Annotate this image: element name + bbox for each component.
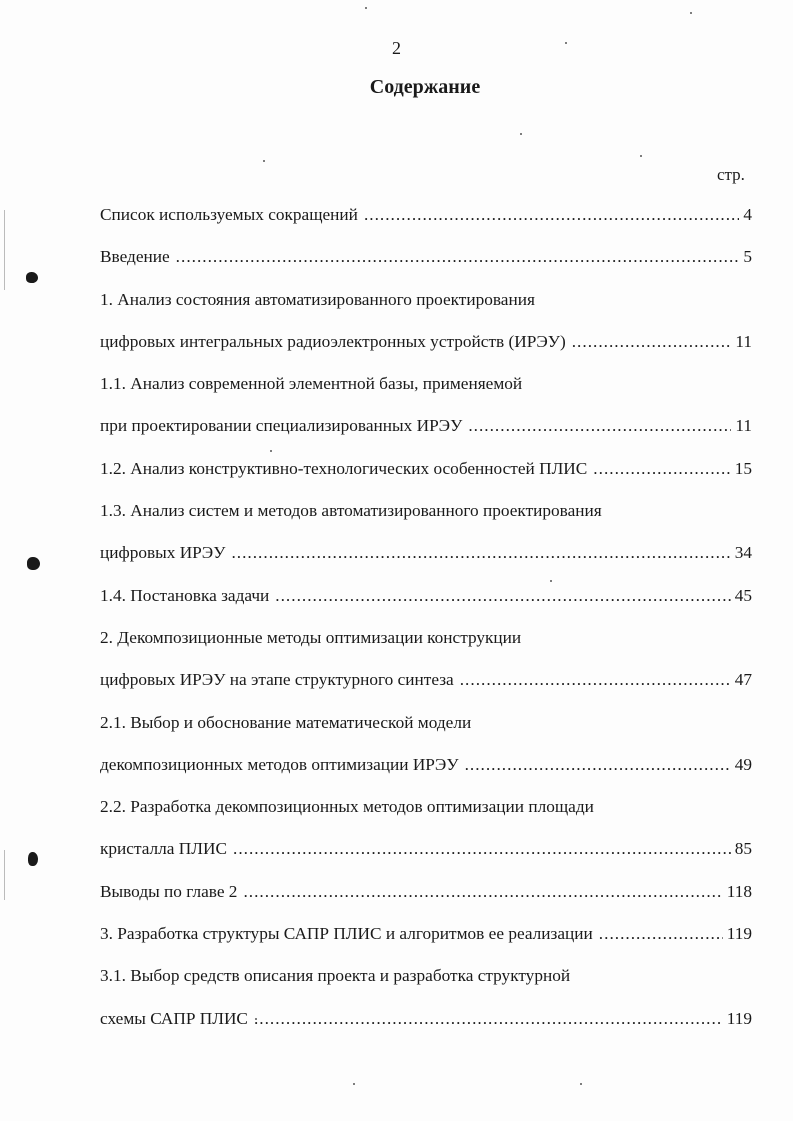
leader-dots	[468, 416, 731, 436]
toc-entry	[100, 332, 752, 374]
toc-entry-page: 5	[743, 247, 752, 267]
toc-entry-text: 1.3. Анализ систем и методов автоматизированного проектирования	[100, 501, 602, 521]
scan-edge	[4, 850, 5, 900]
toc-entry	[100, 628, 752, 670]
scan-edge	[4, 210, 5, 290]
toc-entry-text: 2. Декомпозиционные методы оптимизации конструкции	[100, 627, 522, 647]
page-column-label: стр.	[717, 165, 745, 184]
toc-entry	[100, 459, 752, 501]
leader-dots	[231, 543, 730, 563]
toc-entry-text: при проектировании специализированных ИРЭУ	[100, 416, 463, 436]
toc-entry-text: Список используемых сокращений	[100, 205, 358, 224]
toc-entry-page: 45	[734, 585, 752, 605]
toc-entry	[100, 247, 752, 289]
toc-entry-page: 119	[726, 1008, 752, 1028]
toc-entry	[100, 543, 752, 585]
toc-entry	[100, 839, 752, 881]
leader-dots	[572, 332, 732, 352]
scan-speck	[365, 7, 367, 9]
toc-entry	[100, 1009, 752, 1051]
toc-entry-page: 34	[734, 543, 752, 563]
toc-entry-text: декомпозиционных методов оптимизации ИРЭУ	[100, 754, 459, 774]
leader-dots	[176, 247, 740, 267]
scan-speck	[550, 580, 552, 582]
scan-speck	[270, 450, 272, 452]
toc-entry-text: Введение	[100, 247, 170, 267]
toc-entry	[100, 586, 752, 628]
scan-blot	[26, 272, 38, 283]
toc-entry-text: 2.2. Разработка декомпозиционных методов оптимизации площади	[100, 797, 594, 817]
toc-entry-page: 85	[734, 839, 752, 859]
toc-entry-text: кристалла ПЛИС	[100, 839, 227, 859]
toc-entry	[100, 797, 752, 839]
toc-entry-text: 1.1. Анализ современной элементной базы, применяемой	[100, 374, 523, 394]
toc-entry	[100, 966, 752, 1008]
toc-entry-text: Выводы по главе 2	[100, 881, 238, 901]
toc-entry	[100, 755, 752, 797]
table-of-contents	[100, 205, 752, 1051]
leader-dots	[364, 205, 739, 225]
scan-speck	[520, 133, 522, 135]
toc-entry-text: 1.2. Анализ конструктивно-технологических особенностей ПЛИС	[100, 458, 588, 478]
toc-entry-text: цифровых ИРЭУ	[100, 543, 226, 563]
leader-dots	[465, 755, 731, 775]
leader-dots	[254, 1009, 723, 1029]
toc-entry-text: цифровых интегральных радиоэлектронных устройств (ИРЭУ)	[100, 331, 566, 351]
toc-entry-text: 2.1. Выбор и обоснование математической модели	[100, 712, 472, 732]
toc-entry	[100, 374, 752, 416]
toc-entry	[100, 501, 752, 543]
leader-dots	[460, 670, 731, 690]
toc-entry	[100, 713, 752, 755]
leader-dots	[275, 586, 730, 606]
toc-entry	[100, 290, 752, 332]
toc-entry-text: цифровых ИРЭУ на этапе структурного синтеза	[100, 670, 454, 690]
toc-entry	[100, 670, 752, 712]
leader-dots	[243, 882, 722, 902]
scan-blot	[27, 557, 40, 570]
toc-entry-text: 3.1. Выбор средств описания проекта и разработка структурной	[100, 966, 571, 986]
page-title: Содержание	[369, 76, 481, 98]
toc-entry-text: 1. Анализ состояния автоматизированного проектирования	[100, 289, 535, 309]
toc-entry-page: 11	[735, 416, 752, 436]
toc-entry-text: 1.4. Постановка задачи	[100, 585, 270, 605]
toc-entry-page: 49	[734, 754, 752, 774]
leader-dots	[233, 839, 731, 859]
scan-speck	[255, 1018, 257, 1020]
toc-entry-text: 3. Разработка структуры САПР ПЛИС и алгоритмов ее реализации	[100, 924, 593, 944]
toc-entry-page: 4	[743, 205, 752, 224]
toc-entry	[100, 416, 752, 458]
page-number: 2	[392, 38, 401, 58]
scan-blot	[28, 852, 38, 866]
leader-dots	[593, 459, 730, 479]
toc-entry-text: схемы САПР ПЛИС	[100, 1008, 248, 1028]
scan-speck	[690, 12, 692, 14]
scan-speck	[640, 155, 642, 157]
toc-entry	[100, 205, 752, 247]
leader-dots	[599, 924, 723, 944]
toc-entry-page: 118	[726, 881, 752, 901]
toc-entry	[100, 882, 752, 924]
toc-entry	[100, 924, 752, 966]
scan-speck	[565, 42, 567, 44]
scan-speck	[353, 1083, 355, 1085]
toc-entry-page: 11	[735, 331, 752, 351]
toc-entry-page: 15	[734, 458, 752, 478]
scan-speck	[580, 1083, 582, 1085]
toc-entry-page: 119	[726, 924, 752, 944]
scan-speck	[263, 160, 265, 162]
toc-entry-page: 47	[734, 670, 752, 690]
